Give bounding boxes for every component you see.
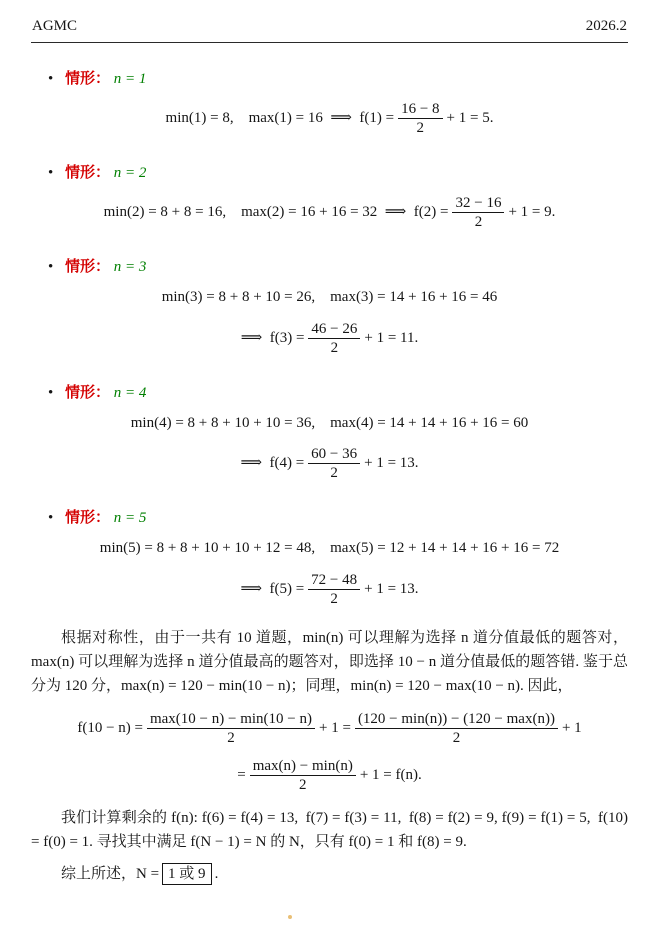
case-item-n3	[31, 255, 628, 357]
equation-text: + 1 = 13.	[364, 454, 419, 471]
fraction	[452, 194, 504, 231]
fraction-denominator: 2	[308, 589, 360, 608]
case-item-n1	[31, 67, 628, 137]
fraction	[308, 445, 360, 482]
equation-text: min(4) = 8 + 8 + 10 + 10 = 36, max(4) = 14 + 14 + 16 + 16 = 60	[130, 414, 529, 431]
header-right-date: 2026.2	[585, 18, 627, 34]
case-heading	[31, 255, 628, 276]
equation-line	[31, 539, 628, 559]
case-value: n = 2	[113, 165, 147, 181]
equation-text: ⟹ f(5) =	[240, 580, 305, 597]
bullet-icon: •	[48, 165, 54, 181]
fraction-denominator: 2	[355, 728, 558, 747]
paragraph-symmetry: 根据对称性，由于一共有 10 道题，min(n) 可以理解为选择 n 道分值最低的题答对，max(n) 可以理解为选择 n 道分值最高的题答对，即选择 10 − n 道分值最低的题答错. 鉴于总分为 120 分，max(n) = 120 − min(10 − n)；同理，min(n) = 120 − max(10 − n). 因此，	[31, 629, 628, 694]
bullet-icon: •	[48, 384, 54, 401]
equation-text: + 1 = 11.	[364, 329, 419, 346]
case-item-n5	[31, 506, 628, 608]
equation-line	[31, 320, 628, 357]
fraction-numerator: 46 − 26	[311, 320, 358, 337]
fraction-numerator: 16 − 8	[401, 101, 440, 117]
case-item-n4	[31, 381, 628, 483]
case-label: 情形：	[65, 259, 111, 275]
conclusion-text: 综上所述，N =	[61, 865, 160, 882]
equation-text: min(1) = 8, max(1) = 16 ⟹ f(1) =	[165, 109, 395, 126]
case-label: 情形：	[65, 165, 111, 181]
boxed-answer: 1 或 9	[162, 863, 212, 885]
fraction-denominator: 2	[250, 775, 356, 794]
equation-line	[31, 414, 628, 434]
case-label: 情形：	[65, 510, 111, 526]
equation-text: + 1 = 9.	[508, 203, 556, 220]
conclusion-line	[31, 862, 628, 886]
page-header	[31, 10, 628, 43]
equation-text: min(5) = 8 + 8 + 10 + 10 + 12 = 48, max(5) = 12 + 14 + 14 + 16 + 16 = 72	[99, 540, 560, 556]
fraction	[398, 100, 442, 137]
fraction-numerator: (120 − min(n)) − (120 − max(n))	[357, 710, 555, 727]
equation-text: + 1 = f(n).	[359, 766, 422, 783]
case-heading	[31, 161, 628, 182]
case-value: n = 5	[113, 510, 147, 526]
fraction	[147, 710, 315, 747]
case-label: 情形：	[65, 71, 111, 87]
paragraph-remaining-values: 我们计算剩余的 f(n): f(6) = f(4) = 13, f(7) = f(3) = 11, f(8) = f(2) = 9, f(9) = f(1) = 5, f(10) = f(0) = 1. 寻找其中满足 f(N − 1) = N 的 N，只有 f(0) = 1 和 f(8) = 9.	[31, 809, 628, 850]
fraction-denominator: 2	[147, 728, 315, 747]
stray-mark	[288, 915, 292, 919]
equation-text: f(10 − n) =	[77, 719, 143, 736]
equation-line	[31, 710, 628, 747]
fraction-numerator: 72 − 48	[311, 571, 358, 588]
bullet-icon: •	[48, 259, 54, 275]
equation-text: min(2) = 8 + 8 = 16, max(2) = 16 + 16 = 32 ⟹ f(2) =	[103, 203, 449, 220]
fraction-numerator: max(n) − min(n)	[252, 757, 353, 774]
fraction	[355, 710, 558, 747]
case-label: 情形：	[65, 384, 111, 401]
fraction	[250, 757, 356, 794]
case-value: n = 1	[113, 71, 147, 87]
equation-text: + 1 =	[319, 719, 351, 736]
equation-line	[31, 571, 628, 608]
fraction-numerator: 32 − 16	[455, 195, 502, 211]
fraction-numerator: max(10 − n) − min(10 − n)	[149, 710, 313, 727]
bullet-icon: •	[48, 71, 54, 87]
fraction-denominator: 2	[452, 212, 504, 231]
equation-text: ⟹ f(4) =	[240, 454, 305, 471]
equation-text: min(3) = 8 + 8 + 10 = 26, max(3) = 14 + 16 + 16 = 46	[161, 289, 498, 305]
bullet-icon: •	[48, 510, 54, 526]
fraction-denominator: 2	[398, 118, 442, 137]
case-item-n2	[31, 161, 628, 231]
conclusion-period: .	[214, 865, 219, 882]
fraction	[308, 320, 360, 357]
equation-line	[31, 194, 628, 231]
case-value: n = 3	[113, 259, 147, 275]
fraction-denominator: 2	[308, 463, 360, 482]
case-heading	[31, 506, 628, 527]
equation-line	[31, 757, 628, 794]
case-heading	[31, 381, 628, 402]
equation-text: + 1 = 13.	[364, 580, 419, 597]
equation-text: =	[237, 766, 246, 783]
fraction-denominator: 2	[308, 338, 360, 357]
equation-text: + 1	[561, 719, 582, 736]
case-heading	[31, 67, 628, 88]
equation-line	[31, 288, 628, 308]
equation-line	[31, 100, 628, 137]
equation-line	[31, 445, 628, 482]
fraction	[308, 571, 360, 608]
equation-text: ⟹ f(3) =	[240, 329, 305, 346]
header-left-title: AGMC	[32, 18, 78, 34]
equation-text: + 1 = 5.	[446, 109, 494, 126]
case-value: n = 4	[113, 384, 147, 401]
fraction-numerator: 60 − 36	[311, 446, 358, 462]
displayed-equation	[31, 710, 628, 794]
